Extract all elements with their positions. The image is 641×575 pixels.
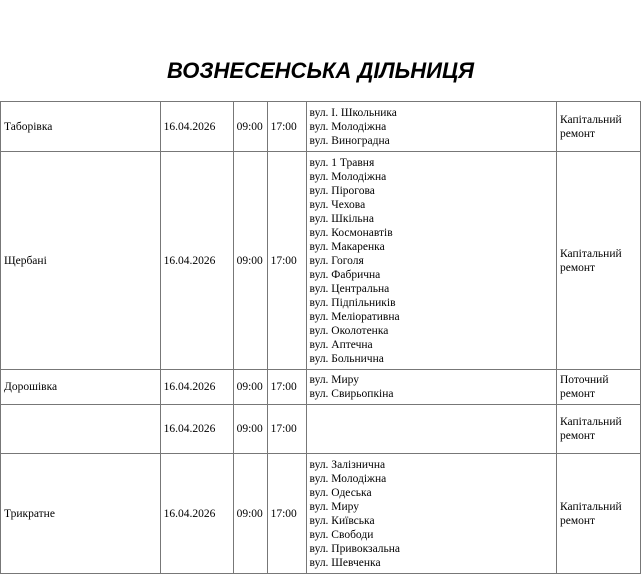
street-item: вул. Макаренка bbox=[309, 240, 385, 253]
date-cell: 16.04.2026 bbox=[160, 405, 233, 454]
street-item: вул. Київська bbox=[309, 514, 375, 527]
date-cell: 16.04.2026 bbox=[160, 152, 233, 370]
street-item: вул. Центральна bbox=[309, 282, 390, 295]
village-cell: Дорошівка bbox=[1, 370, 161, 405]
street-item: вул. Виноградна bbox=[309, 134, 390, 147]
outage-schedule-table bbox=[0, 101, 641, 574]
street-item: вул. Меліоративна bbox=[309, 310, 400, 323]
street-item: вул. Залізнична bbox=[309, 458, 386, 471]
repair-type-line: Капітальний bbox=[560, 416, 622, 428]
repair-type-line: ремонт bbox=[560, 430, 596, 442]
repair-type-cell bbox=[557, 454, 641, 574]
village-cell bbox=[1, 405, 161, 454]
repair-type-cell bbox=[557, 152, 641, 370]
end-time-cell: 17:00 bbox=[267, 405, 306, 454]
street-item: вул. Гоголя bbox=[309, 254, 364, 267]
street-item: вул. 1 Травня bbox=[309, 156, 375, 169]
repair-type-line: ремонт bbox=[560, 388, 596, 400]
street-item: вул. Молодіжна bbox=[309, 170, 387, 183]
repair-type-line: Поточний bbox=[560, 374, 609, 386]
end-time-cell: 17:00 bbox=[267, 102, 306, 152]
start-time-cell: 09:00 bbox=[233, 454, 267, 574]
start-time-cell: 09:00 bbox=[233, 370, 267, 405]
street-item: вул. Підпільників bbox=[309, 296, 396, 309]
street-item: вул. Молодіжна bbox=[309, 472, 387, 485]
street-item: вул. Чехова bbox=[309, 198, 366, 211]
start-time-cell: 09:00 bbox=[233, 405, 267, 454]
table-row bbox=[1, 405, 641, 454]
street-item: вул. Миру bbox=[309, 500, 360, 513]
street-item: вул. Привокзальна bbox=[309, 542, 401, 555]
repair-type-line: ремонт bbox=[560, 127, 596, 140]
street-item: вул. Околотенка bbox=[309, 324, 389, 337]
street-item: вул. Аптечна bbox=[309, 338, 373, 351]
village-cell: Таборівка bbox=[1, 102, 161, 152]
end-time-cell: 17:00 bbox=[267, 370, 306, 405]
end-time-cell: 17:00 bbox=[267, 454, 306, 574]
streets-cell bbox=[306, 454, 556, 574]
page-title: ВОЗНЕСЕНСЬКА ДІЛЬНИЦЯ bbox=[166, 58, 475, 83]
table-row bbox=[1, 370, 641, 405]
streets-cell bbox=[306, 152, 556, 370]
street-item: вул. Фабрична bbox=[309, 268, 381, 281]
repair-type-line: ремонт bbox=[560, 261, 596, 274]
date-cell: 16.04.2026 bbox=[160, 370, 233, 405]
table-row bbox=[1, 102, 641, 152]
village-cell: Трикратне bbox=[1, 454, 161, 574]
repair-type-cell bbox=[557, 370, 641, 405]
street-item: вул. І. Школьника bbox=[309, 106, 397, 119]
repair-type-line: Капітальний bbox=[560, 113, 622, 126]
repair-type-cell bbox=[557, 102, 641, 152]
start-time-cell: 09:00 bbox=[233, 152, 267, 370]
street-item: вул. Миру bbox=[309, 374, 360, 386]
repair-type-cell bbox=[557, 405, 641, 454]
streets-cell bbox=[306, 370, 556, 405]
street-item: вул. Молодіжна bbox=[309, 120, 387, 133]
end-time-cell: 17:00 bbox=[267, 152, 306, 370]
street-item: вул. Больнична bbox=[309, 352, 384, 365]
repair-type-line: Капітальний bbox=[560, 247, 622, 260]
village-cell: Щербані bbox=[1, 152, 161, 370]
street-item: вул. Одеська bbox=[309, 486, 372, 499]
street-item: вул. Свирьопкіна bbox=[309, 388, 394, 400]
streets-cell bbox=[306, 102, 556, 152]
street-item: вул. Свободи bbox=[309, 528, 374, 541]
repair-type-line: Капітальний bbox=[560, 500, 622, 513]
table-row bbox=[1, 454, 641, 574]
street-item: вул. Шевченка bbox=[309, 556, 381, 569]
date-cell: 16.04.2026 bbox=[160, 102, 233, 152]
streets-cell bbox=[306, 405, 556, 454]
start-time-cell: 09:00 bbox=[233, 102, 267, 152]
repair-type-line: ремонт bbox=[560, 514, 596, 527]
street-item: вул. Пірогова bbox=[309, 184, 375, 197]
table-row bbox=[1, 152, 641, 370]
street-item: вул. Шкільна bbox=[309, 212, 374, 225]
date-cell: 16.04.2026 bbox=[160, 454, 233, 574]
street-item: вул. Космонавтів bbox=[309, 226, 393, 239]
